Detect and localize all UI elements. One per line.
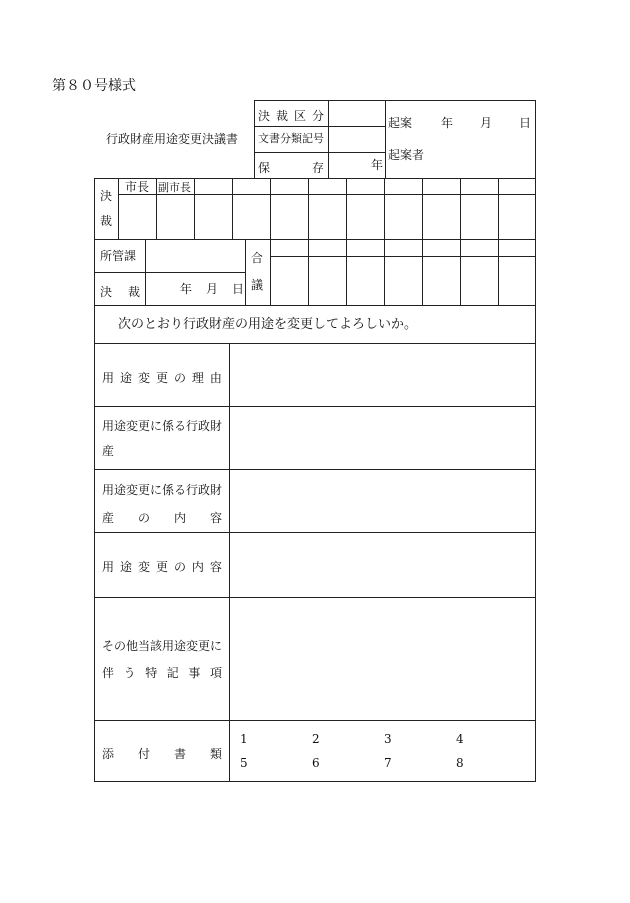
property-content-label-line1: 用途変更に係る行政財 bbox=[102, 483, 223, 497]
use-content-label: 用 途 変 更 の 内 容 bbox=[102, 560, 222, 574]
attachments-label: 添 付 書 類 bbox=[102, 747, 222, 761]
drafter-label: 起案者 bbox=[388, 148, 425, 162]
consult-label-bottom: 議 bbox=[251, 278, 264, 292]
attachment-number: 8 bbox=[456, 756, 464, 770]
attachment-number: 5 bbox=[240, 756, 248, 770]
draft-label: 起案 bbox=[388, 116, 413, 130]
draft-day: 日 bbox=[519, 116, 532, 130]
attachment-number: 4 bbox=[456, 732, 464, 746]
reason-label: 用 途 変 更 の 理 由 bbox=[102, 371, 222, 385]
property-label-line2: 産 bbox=[102, 444, 115, 458]
other-label-line1: その他当該用途変更に bbox=[102, 639, 223, 653]
attachment-number: 6 bbox=[312, 756, 320, 770]
decision-category-label: 決 裁 区 分 bbox=[258, 109, 324, 123]
statement-text: 次のとおり行政財産の用途を変更してよろしいか。 bbox=[118, 317, 418, 332]
property-label-line1: 用途変更に係る行政財 bbox=[102, 419, 223, 433]
other-label-line2: 伴 う 特 記 事 項 bbox=[102, 666, 222, 680]
dept-month: 月 bbox=[206, 282, 219, 296]
approval-label-bottom: 裁 bbox=[100, 214, 113, 228]
attachment-number: 1 bbox=[240, 732, 248, 746]
mayor-label: 市長 bbox=[125, 180, 150, 194]
attachment-number: 2 bbox=[312, 732, 320, 746]
section-label: 所管課 bbox=[100, 249, 137, 263]
consult-label-top: 合 bbox=[251, 251, 264, 265]
dept-day: 日 bbox=[232, 282, 245, 296]
draft-year: 年 bbox=[441, 116, 454, 130]
form-title: 行政財産用途変更決議書 bbox=[106, 132, 239, 146]
decision-label: 決 裁 bbox=[100, 285, 140, 299]
property-content-label-line2: 産 の 内 容 bbox=[102, 511, 222, 525]
retention-label: 保 存 bbox=[258, 161, 324, 175]
attachment-number: 7 bbox=[384, 756, 392, 770]
document-class-label: 文書分類記号 bbox=[258, 132, 324, 145]
approval-label-top: 決 bbox=[100, 189, 113, 203]
form-number: 第８０号様式 bbox=[52, 78, 136, 94]
retention-unit: 年 bbox=[371, 158, 384, 172]
attachment-number: 3 bbox=[384, 732, 392, 746]
deputy-mayor-label: 副市長 bbox=[158, 181, 191, 194]
dept-year: 年 bbox=[180, 282, 193, 296]
draft-month: 月 bbox=[480, 116, 493, 130]
